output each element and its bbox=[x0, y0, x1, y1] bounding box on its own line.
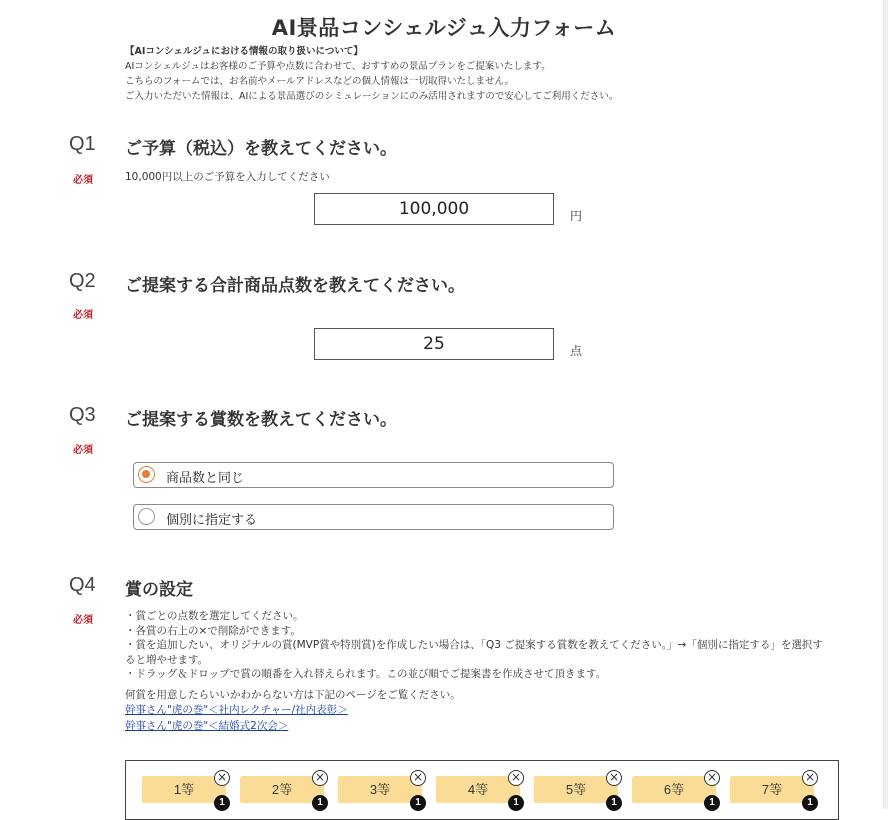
prize-count-badge: 1 bbox=[410, 795, 426, 811]
radio-unselected-icon[interactable] bbox=[138, 508, 155, 525]
q2-title: ご提案する合計商品点数を教えてください。 bbox=[125, 276, 465, 296]
close-icon[interactable]: × bbox=[508, 770, 524, 786]
prize-count-badge: 1 bbox=[508, 795, 524, 811]
prize-chip-7[interactable]: 7等 bbox=[730, 776, 814, 803]
prize-chip-5[interactable]: 5等 bbox=[534, 776, 618, 803]
close-icon[interactable]: × bbox=[802, 770, 818, 786]
q4-note: ・賞を追加したい、オリジナルの賞(MVP賞や特別賞)を作成したい場合は、「Q3 ご提案する賞数を教えてください。」→「個別に指定する」を選択すると増やせます。 bbox=[125, 639, 823, 666]
prize-count-badge: 1 bbox=[312, 795, 328, 811]
q4-note: ・賞ごとの点数を選定してください。 bbox=[125, 610, 304, 622]
prize-chip-1[interactable]: 1等 bbox=[142, 776, 226, 803]
item-count-unit: 点 bbox=[570, 344, 583, 358]
prize-count-badge: 1 bbox=[802, 795, 818, 811]
guide-link-wedding-afterparty[interactable]: 幹事さん"虎の巻"＜結婚式2次会＞ bbox=[125, 719, 289, 732]
q4-note: ・各賞の右上の×で削除ができます。 bbox=[125, 624, 301, 637]
prize-chip-4[interactable]: 4等 bbox=[436, 776, 520, 803]
q4-note: ・ドラッグ＆ドロップで賞の順番を入れ替えられます。この並び順でご提案書を作成させて頂きます。 bbox=[125, 668, 607, 680]
privacy-notice-line: こちらのフォームでは、お名前やメールアドレスなどの個人情報は一切取得いたしません。 bbox=[125, 76, 515, 87]
radio-option-label: 商品数と同じ bbox=[166, 471, 245, 486]
item-count-input[interactable]: 25 bbox=[314, 328, 554, 360]
q4-guide-text: 何賞を用意したらいいかわからない方は下記のページをご覧ください。 bbox=[125, 688, 461, 701]
q4-number: Q4 bbox=[69, 574, 96, 596]
q1-required-badge: 必須 bbox=[73, 175, 93, 186]
form-title: AI景品コンシェルジュ入力フォーム bbox=[271, 16, 617, 40]
prize-chip-2[interactable]: 2等 bbox=[240, 776, 324, 803]
q3-required-badge: 必須 bbox=[73, 445, 93, 456]
prize-chip-3[interactable]: 3等 bbox=[338, 776, 422, 803]
privacy-notice-line: AIコンシェルジュはお客様のご予算や点数に合わせて、おすすめの景品プランをご提案いたします。 bbox=[125, 61, 551, 72]
prize-count-badge: 1 bbox=[704, 795, 720, 811]
close-icon[interactable]: × bbox=[312, 770, 328, 786]
guide-link-company-awards[interactable]: 幹事さん"虎の巻"＜社内レクチャー/社内表彰＞ bbox=[125, 704, 348, 716]
budget-input[interactable]: 100,000 bbox=[314, 193, 554, 225]
q2-required-badge: 必須 bbox=[73, 310, 93, 321]
budget-unit: 円 bbox=[570, 209, 583, 223]
prize-count-badge: 1 bbox=[214, 795, 230, 811]
page-scrollbar[interactable] bbox=[883, 0, 888, 809]
radio-option-custom[interactable] bbox=[133, 504, 614, 530]
close-icon[interactable]: × bbox=[606, 770, 622, 786]
q1-title: ご予算（税込）を教えてください。 bbox=[125, 139, 397, 159]
q3-number: Q3 bbox=[69, 404, 96, 426]
radio-option-label: 個別に指定する bbox=[166, 513, 258, 528]
q3-title: ご提案する賞数を教えてください。 bbox=[125, 410, 397, 430]
privacy-notice-heading: 【AIコンシェルジュにおける情報の取り扱いについて】 bbox=[125, 46, 363, 57]
radio-option-same-as-items[interactable] bbox=[133, 462, 614, 488]
radio-selected-icon[interactable] bbox=[138, 466, 155, 483]
prize-chip-6[interactable]: 6等 bbox=[632, 776, 716, 803]
privacy-notice-line: ご入力いただいた情報は、AIによる景品選びのシミュレーションにのみ活用されますので安心してご利用ください。 bbox=[125, 91, 619, 102]
close-icon[interactable]: × bbox=[410, 770, 426, 786]
q2-number: Q2 bbox=[69, 270, 96, 292]
q1-hint: 10,000円以上のご予算を入力してください bbox=[125, 171, 330, 183]
close-icon[interactable]: × bbox=[704, 770, 720, 786]
q4-instructions bbox=[125, 609, 825, 733]
privacy-notice bbox=[125, 44, 618, 104]
q1-number: Q1 bbox=[69, 133, 96, 155]
close-icon[interactable]: × bbox=[214, 770, 230, 786]
q4-title: 賞の設定 bbox=[125, 580, 193, 600]
q4-required-badge: 必須 bbox=[73, 615, 93, 626]
prize-count-badge: 1 bbox=[606, 795, 622, 811]
